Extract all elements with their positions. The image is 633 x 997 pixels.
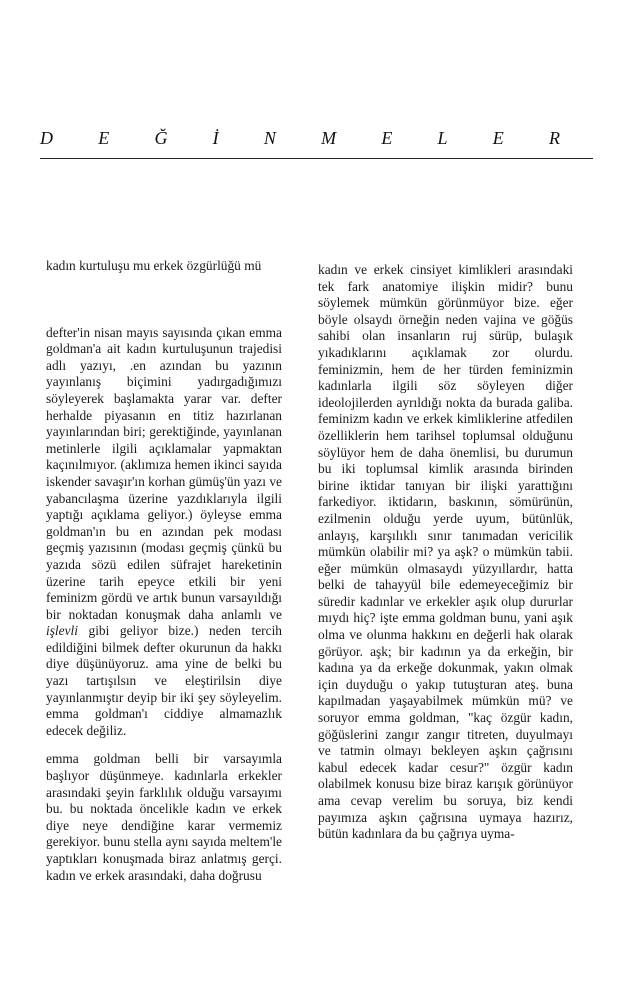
title-letter: R: [549, 128, 560, 148]
title-letter: N: [263, 128, 276, 148]
article-heading: kadın kurtuluşu mu erkek özgürlüğü mü: [46, 258, 262, 273]
title-letter: E: [381, 128, 393, 148]
title-letter: E: [98, 128, 110, 148]
left-column: [46, 258, 282, 884]
title-letter: L: [437, 128, 448, 148]
paragraph-3: kadın ve erkek cinsiyet kimlikleri arasındaki tek fark anatomiye ilişkin midir? bunu söylemek mümkün görünmüyor bize. eğer böyle olsaydı örneğin neden vajina ve göğüs sahibi olan insanların ruj sürüp, bulaşık yıkadıklarını açıklamak zor olurdu. feminizmin, hem de her türden feminizmin kadınlarla ilgili söz söyleyen diğer ideolojilerden ayrıldığı nokta da burada galiba. feminizm kadın ve erkek kimliklerine atfedilen özelliklerin hem tarihsel toplumsal olduğunu söylüyor hem de daha önemlisi, bu durumun bu iki toplumsal kimlik arasında birinden birine iktidar tanıyan bir ilişki yarattığını farkediyor. iktidarın, baskının, sömürünün, ezilmenin olduğu yerde uyum, bütünlük, anlayış, karşılıklı sınır tanımadan vericilik mümkün olabilir mi? ya aşk? o mümkün tabii. eğer mümkün olmasaydı yüzyıllardır, hatta belki de tahayyül bile edemeyeceğimiz bir süredir kadınlar ve erkekler aşık olup dururlar mıydı hiç? işte emma goldman bunu, yani aşık olma ve olunma hakkını en değerli hak olarak görüyor. aşk; bir kadının ya da erkeğin, bir kadına ya da erkeğe dokunmak, yakın olmak için duyduğu o yakıp tutuşturan ateş. buna kapılmadan yaşayabilmek mümkün mü? ve soruyor emma goldman, "kaç özgür kadın, göğüslerini zangır zangır titreten, duyulmayı ve tatmin olmayı bekleyen aşkın çağrısını kabul edecek kadar cesur?" özgür kadın olabilmek konusu bize biraz karışık görünüyor ama cevap verelim bu soruya, biz kendi payımıza aşkın çağrısına uymaya hazırız, bütün kadınlara da bu çağrıya uyma-: [318, 262, 573, 842]
paragraph-1: [46, 325, 282, 740]
section-title: [40, 128, 560, 149]
paragraph-1-text-a: defter'in nisan mayıs sayısında çıkan emma goldman'a ait kadın kurtuluşunun trajedisi adlı yazıyı, .en azından bu yazının yayınlanış biçimini yadırgadığımızı söyleyerek başlamakta yarar var. defter herhalde piyasanın en titiz hazırlanan yayınlarından biri; gerektiğinde, yayınlanan metinlerle ilgili açıklamalar yapmaktan kaçınılmıyor. (aklımıza hemen ikinci sayıda iskender savaşır'ın korhan gümüş'ün yazı ve yabancılaşma üzerine yazdıklarıyla ilgili yaptığı açıklama geliyor.) öyleyse emma goldman'ın bu en azından pek modası geçmiş yazısının (modası geçmiş çünkü bu yazıda sözü edilen süfrajet hareketinin üzerine tarih epeyce etkili bir yeni feminizm gördü ve artık bunun varsayıldığı bir noktadan konuşmak daha anlamlı ve: [46, 324, 282, 622]
section-header: [0, 122, 633, 158]
header-divider: [40, 158, 593, 159]
title-letter: Ğ: [154, 128, 168, 148]
right-column: [318, 262, 573, 843]
italic-term: işlevli: [46, 623, 78, 639]
title-letter: D: [40, 128, 53, 148]
title-letter: E: [492, 128, 504, 148]
paragraph-1-text-b: gibi geliyor bize.) neden tercih edildiğini bilmek defter okurunun da hakkı diye düşünüyoruz. ama yine de belki bu yazı tartışılsın ve eleştirilsin diye yayınlanmıştır deyip bir iki şey söyleyelim. emma goldman'ı ciddiye almamazlık edecek değiliz.: [46, 623, 282, 738]
paragraph-2: emma goldman belli bir varsayımla başlıyor düşünmeye. kadınlarla erkekler arasındaki şeyin farklılık olduğu varsayımı bu. bu noktada öncelikle kadın ve erkek diye neye dendiğine karar vermemiz gerekiyor. bunu stella aynı sayıda meltem'le yaptıkları konuşmada biraz anlatmış gerçi. kadın ve erkek arasındaki, daha doğrusu: [46, 751, 282, 883]
title-letter: İ: [212, 128, 219, 148]
title-letter: M: [321, 128, 337, 148]
